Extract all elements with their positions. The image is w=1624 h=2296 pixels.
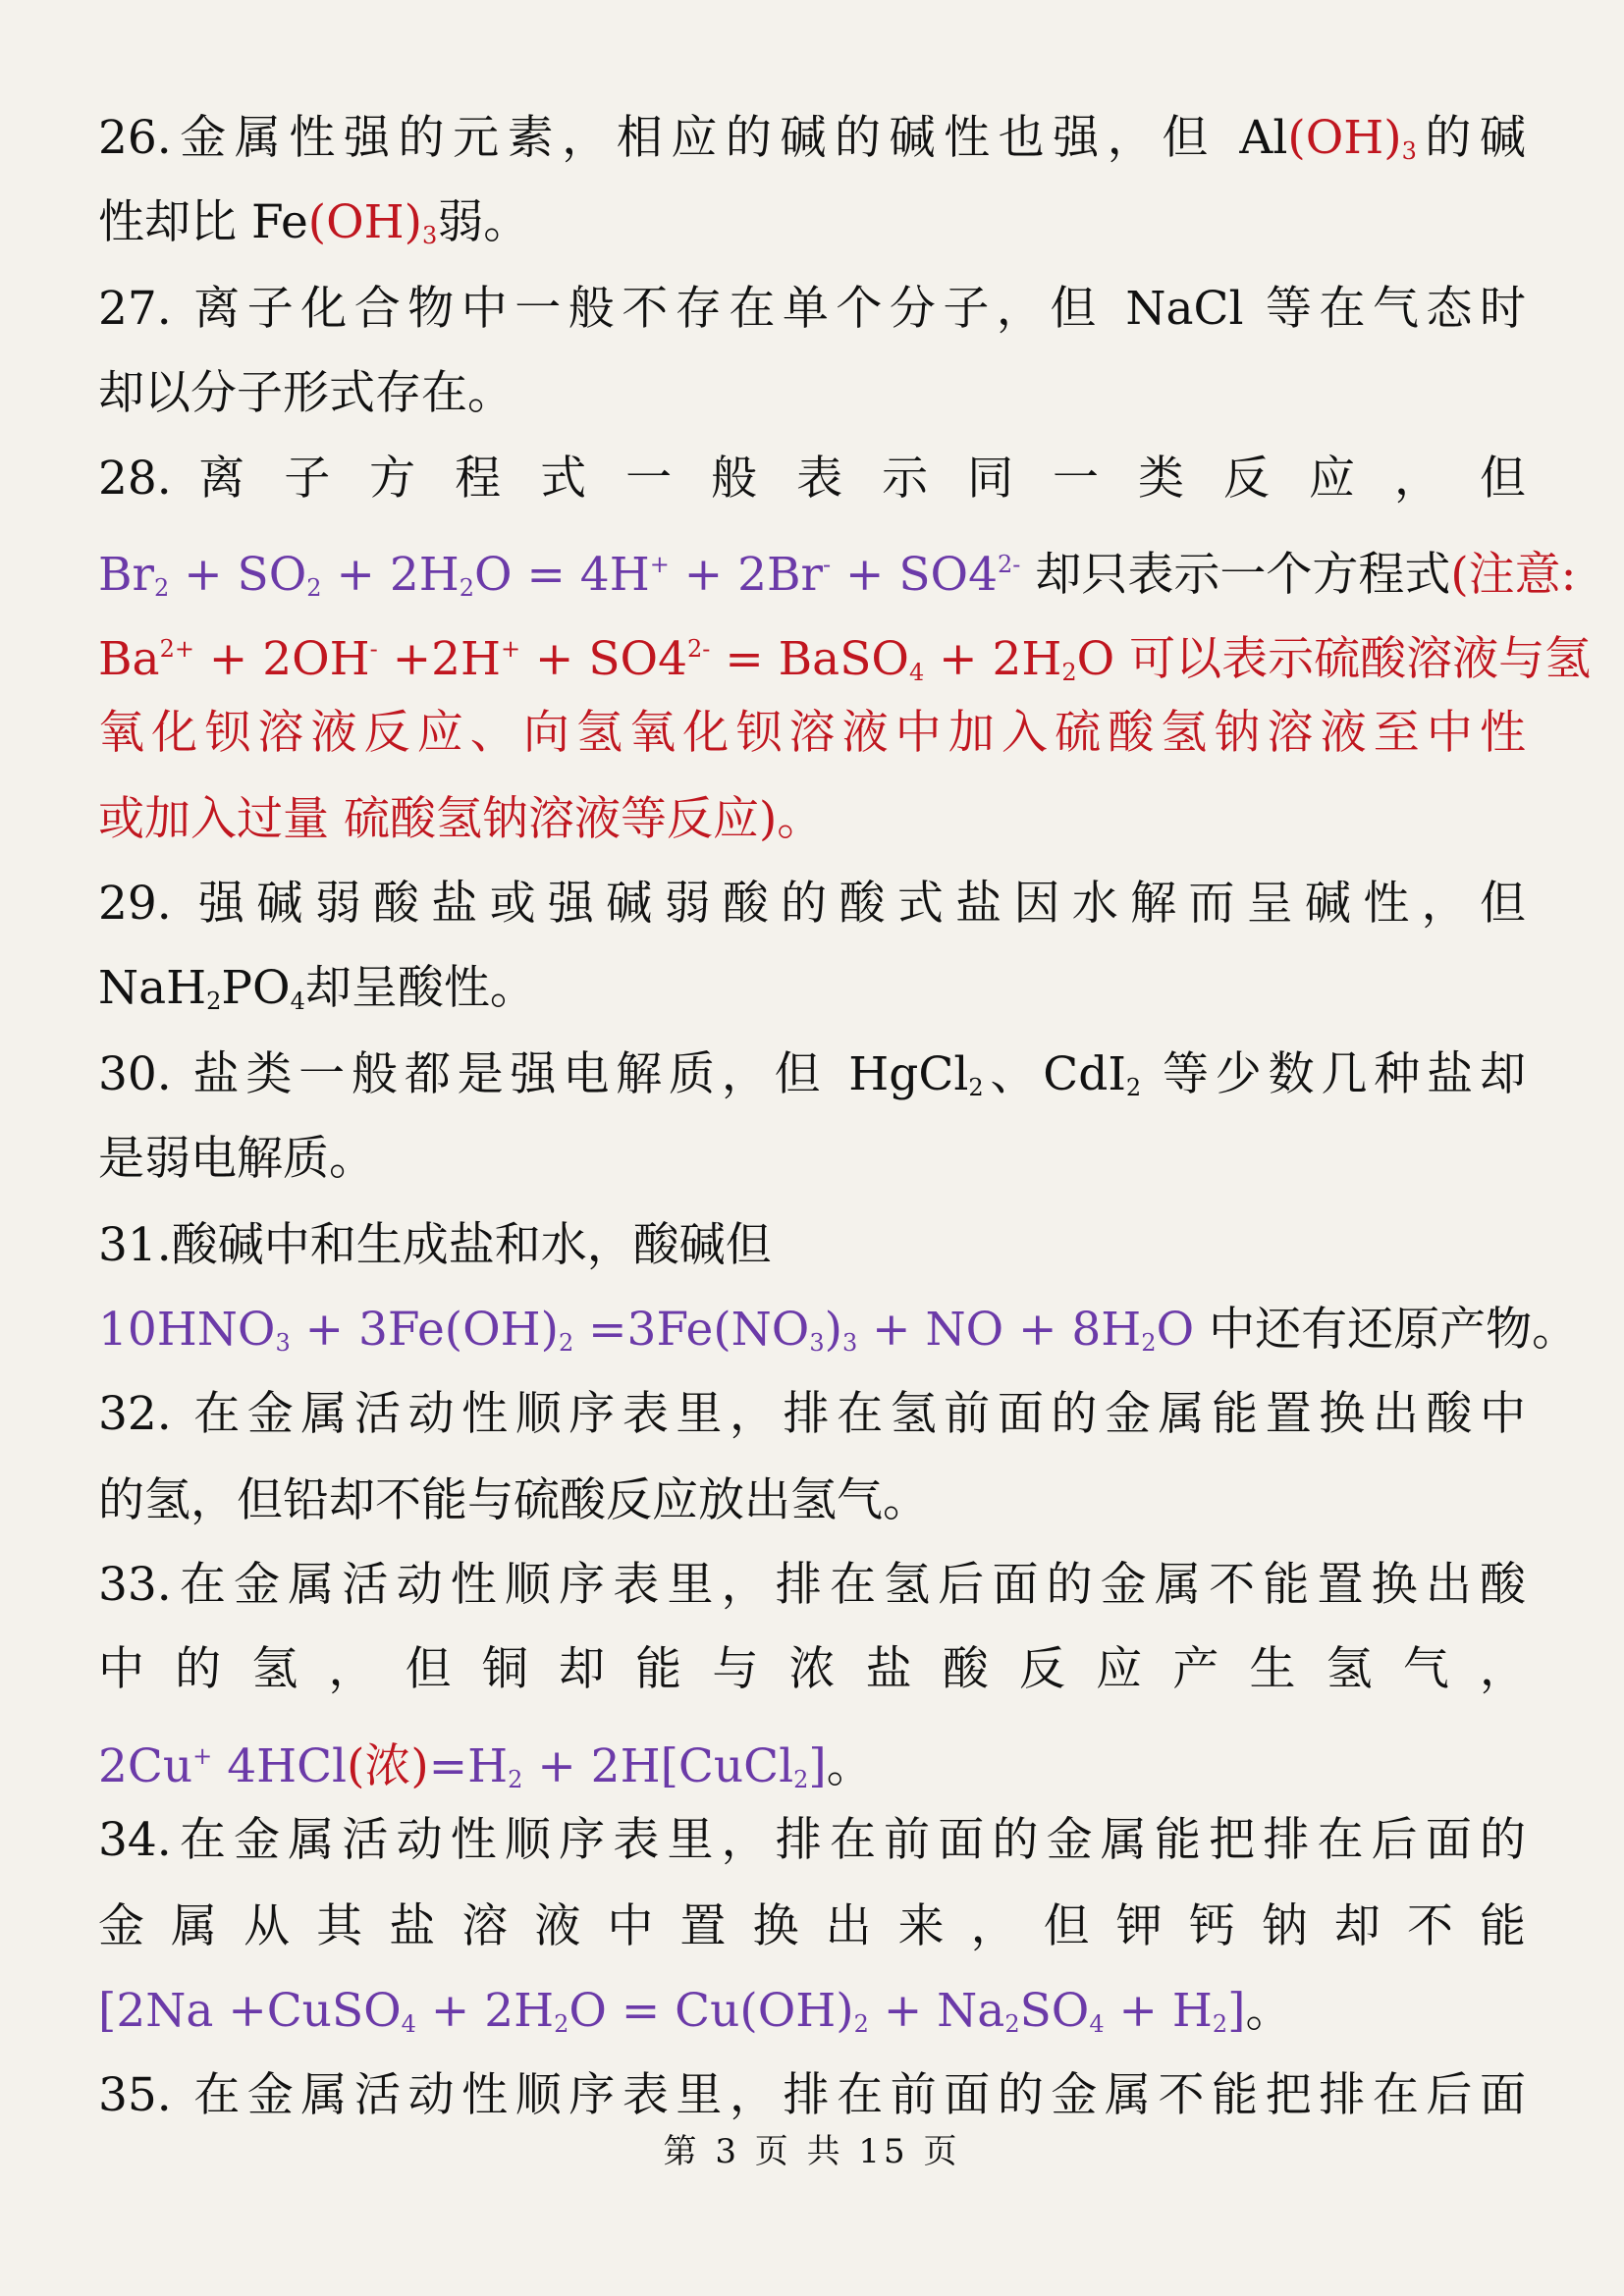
line-28e: 或加入过量 硫酸氢钠溶液等反应)。: [98, 792, 824, 846]
line-34b: 金 属 从 其 盐 溶 液 中 置 换 出 来 ， 但 钾 钙 钠 却 不 能: [98, 1899, 1526, 1953]
line-33b: 中 的 氢 ， 但 铜 却 能 与 浓 盐 酸 反 应 产 生 氢 气 ，: [98, 1642, 1526, 1696]
line-26b: 性却比 $Fe(OH)_3$弱。: [98, 195, 530, 249]
line-35a: 35. 在金属活动性顺序表里，排在前面的金属不能把排在后面: [98, 2068, 1526, 2122]
line-32b: 的氢，但铅却不能与硫酸反应放出氢气。: [98, 1473, 929, 1527]
line-29b: $NaH_2PO_4$却呈酸性。: [98, 961, 536, 1015]
line-29a: 29. 强碱弱酸盐或强碱弱酸的酸式盐因水解而呈碱性，但: [98, 877, 1526, 931]
line-32a: 32. 在金属活动性顺序表里，排在氢前面的金属能置换出酸中: [98, 1387, 1526, 1441]
line-28d: 氧化钡溶液反应、向氢氧化钡溶液中加入硫酸氢钠溶液至中性: [98, 706, 1526, 760]
line-33c: 2Cu+ 4HCl(浓)$=H_2$ + 2H[CuCl$_2$]。: [98, 1739, 873, 1793]
line-28b: $Br_2 + SO_2 + 2H_2O = 4H^+ + 2Br^- + SO4^{2-}$ 却只表示一个方程式(注意:: [98, 548, 1577, 602]
line-28a: 28. 离 子 方 程 式 一 般 表 示 同 一 类 反 应 ， 但: [98, 452, 1526, 506]
line-27a: 27. 离子化合物中一般不存在单个分子，但 NaCl 等在气态时: [98, 282, 1526, 336]
line-30a: 30. 盐类一般都是强电解质，但 HgCl$_2$、CdI$_2$ 等少数几种盐却: [98, 1047, 1526, 1101]
line-34c: [2Na +CuSO$_4$ + $2H_2O = Cu(OH)_2 + Na_2SO_4 + H_2$]。: [98, 1984, 1292, 2038]
line-31a: 31.酸碱中和生成盐和水，酸碱但: [98, 1218, 772, 1272]
line-26a: 26.金属性强的元素，相应的碱的碱性也强，但 $Al(OH)_3$的碱: [98, 111, 1526, 165]
line-34a: 34.在金属活动性顺序表里，排在前面的金属能把排在后面的: [98, 1813, 1526, 1867]
line-33a: 33.在金属活动性顺序表里，排在氢后面的金属不能置换出酸: [98, 1558, 1526, 1612]
page-number-footer: 第 3 页 共 15 页: [663, 2132, 961, 2171]
line-28c: $Ba^{2+} + 2OH^- +2H^+ + SO4^{2-}$ = BaSO$_4$ + $2H_2O$ 可以表示硫酸溶液与氢: [98, 632, 1592, 686]
line-27b: 却以分子形式存在。: [98, 366, 514, 420]
line-30b: 是弱电解质。: [98, 1132, 375, 1186]
line-31b: $10HNO_3 + 3Fe(OH)_2 =3Fe(NO_3)_3$ + NO + $8H_2O$ 中还有还原产物。: [98, 1303, 1579, 1357]
